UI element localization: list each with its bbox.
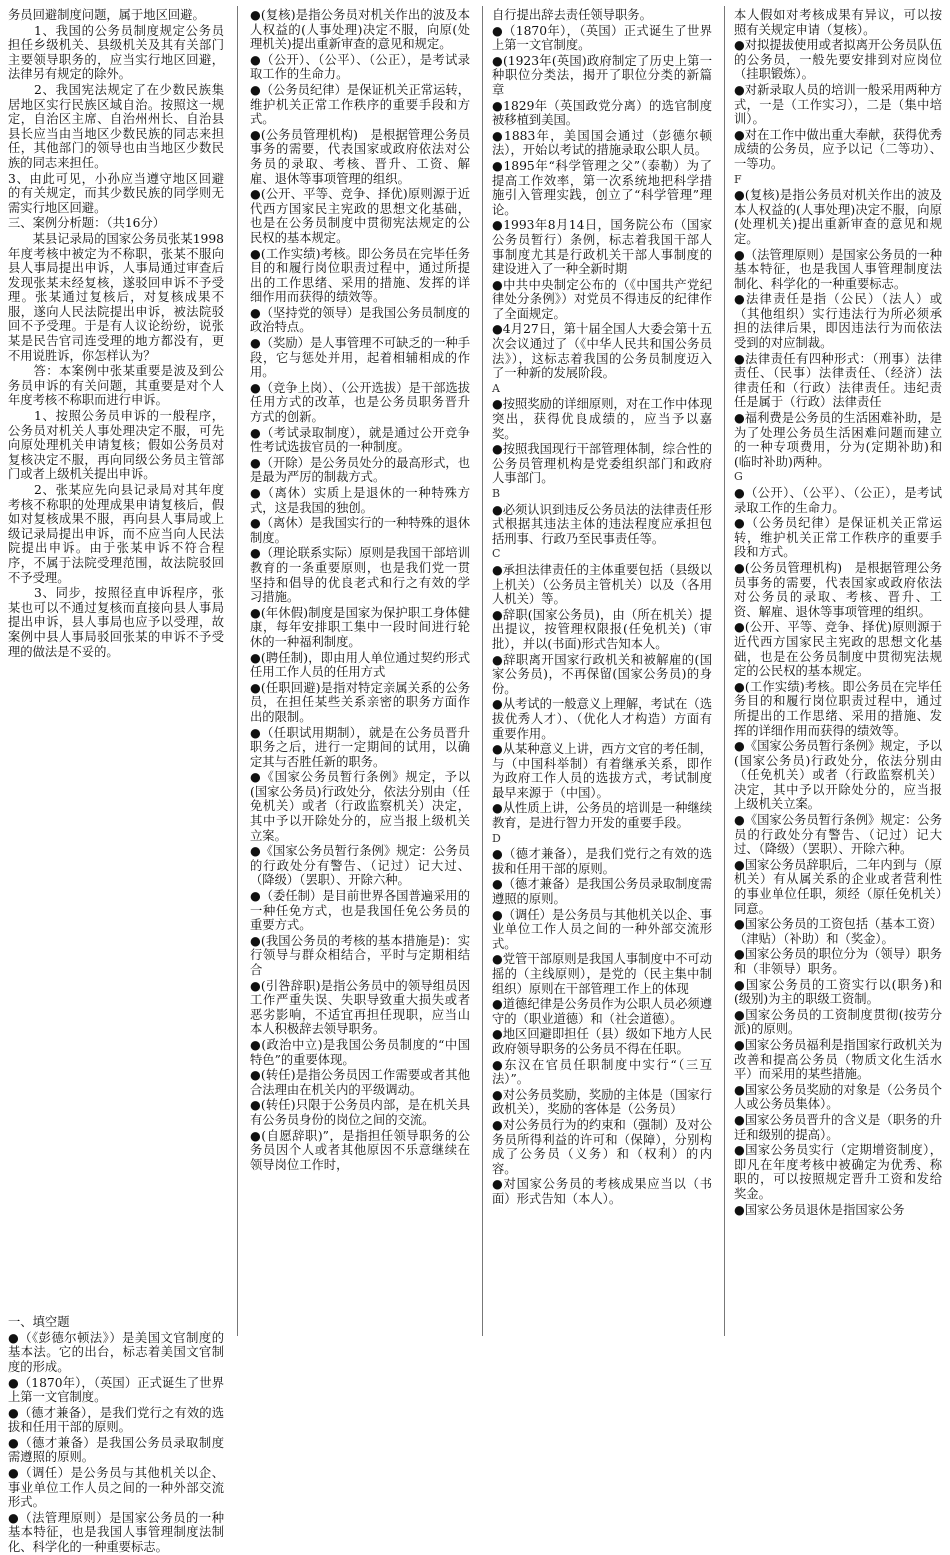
text-paragraph: 1、我国的公务员制度规定公务员担任乡级机关、县级机关及其有关部门主要领导职务的，应当实行地区回避，法律另有规定的除外。 [8, 23, 224, 82]
text-paragraph: ●（公开）、（公平）、（公正），是考试录取工作的生命力。 [250, 52, 470, 82]
text-paragraph: 本人假如对考核成果有异议，可以按照有关规定申请（复核）。 [734, 8, 942, 37]
text-paragraph: ●（开除）是公务员处分的最高形式，也是最为严厉的制裁方式。 [250, 455, 470, 485]
text-paragraph: ●(转任)是指公务员因工作需要或者其他合法理由在机关内的平级调动。 [250, 1068, 470, 1097]
text-paragraph: ●《国家公务员暂行条例》规定，予以(国家公务员)行政处分，依法分别由（任免机关）或者（行政监察机关）决定，其中予以开除处分的，应当报上级机关立案。 [734, 739, 942, 812]
text-paragraph: ●国家公务员退休是指国家公务 [734, 1202, 905, 1217]
section-letter: A [492, 381, 500, 395]
text-paragraph: 2、张某应先向县记录局对其年度考核不称职的处理成果申请复核后，假如对复核成果不服，再向县人事局或上级记录局提出申诉，而不应当向人民法院提出申诉。由于张某申诉不符合程序，不属于法院受理范围，故法院驳回不予受理。 [8, 483, 224, 585]
text-paragraph: ●国家公务员的工资制度贯彻(按劳分派)的原则。 [734, 1007, 942, 1037]
text-paragraph: ●（调任）是公务员与其他机关以企、事业单位工作人员之间的一种外部交流形式。 [492, 907, 712, 951]
text-paragraph: ●按照我国现行干部管理体制，综合性的公务员管理机构是党委组织部门和政府人事部门。 [492, 442, 712, 486]
text-paragraph: ●（坚持党的领导）是我国公务员制度的政治特点。 [250, 305, 470, 335]
text-paragraph: ●(公开、平等、竞争、择优)原则源于近代西方国家民主宪政的思想文化基础，也是在公务员制度中贯彻宪法规定的公民权的基本规定。 [734, 620, 942, 679]
section-letter: G [734, 470, 743, 484]
blank-space [8, 660, 224, 1315]
text-paragraph: ●（1870年），（英国）正式诞生了世界上第一文官制度。 [8, 1375, 224, 1405]
text-paragraph: ●（理论联系实际）原则是我国干部培训教育的一条重要原则，也是我们党一贯坚持和倡导的优良老式和行之有效的学习措施。 [250, 546, 470, 605]
text-paragraph: ●(自愿辞职)”，是指担任领导职务的公务员因个人或者其他原因不乐意继续在领导岗位工作时， [250, 1128, 470, 1172]
text-paragraph: ●对拟提拔使用或者拟离开公务员队伍的公务员，一般先要安排到对应岗位（挂职锻炼）。 [734, 38, 942, 82]
text-paragraph: ●(工作实绩)考核。即公务员在完毕任务目的和履行岗位职责过程中，通过所提出的工作思绪、采用的措施、发挥的详细作用而获得的绩效等。 [250, 246, 470, 305]
text-paragraph: ●《国家公务员暂行条例》规定：公务员的行政处分有警告、（记过）记大过、（降级）（罢职）、开除六种。 [734, 813, 942, 857]
text-paragraph: ●法律责任是指（公民）（法人）或（其他组织）实行违法行为所必须承担的法律后果，即因违法行为而依法受到的对应制裁。 [734, 292, 942, 351]
text-paragraph: ●国家公务员实行（定期增资制度），即凡在年度考核中被确定为优秀、称职的，可以按照规定晋升工资和发给奖金。 [734, 1143, 942, 1201]
text-paragraph: ●（德才兼备）是我国公务员录取制度需遵照的原则。 [492, 877, 712, 907]
text-paragraph: ●（竞争上岗）、（公开选拔）是干部选拔任用方式的改革，也是公务员职务晋升方式的创新。 [250, 380, 470, 425]
text-paragraph: 自行提出辞去责任领导职务。 [492, 8, 652, 22]
text-paragraph: ●1895年“科学管理之父”（泰勒）为了提高工作效率，第一次系统地把科学措施引入管理实践，创立了“科学管理”理论。 [492, 158, 712, 217]
text-paragraph: ●国家公务员奖励的对象是（公务员个人或公务员集体）。 [734, 1082, 942, 1112]
text-paragraph: ●(工作实绩)考核。即公务员在完毕任务目的和履行岗位职责过程中，通过所提出的工作思绪、采用的措施、发挥的详细作用而获得的绩效等。 [734, 679, 942, 738]
text-paragraph: 3、同步，按照径直申诉程序，张某也可以不通过复核而直接向县人事局提出申诉，县人事局也应予以受理，故案例中县人事局驳回张某的申诉不予受理的做法是不妥的。 [8, 586, 224, 659]
text-paragraph: ●（公开）、（公平）、（公正），是考试录取工作的生命力。 [734, 486, 942, 515]
text-paragraph: ●（法管理原则）是国家公务员的一种基本特征，也是我国人事管理制度法制化、科学化的一种重要标志。 [8, 1510, 224, 1555]
text-paragraph: ●必须认识到违反公务员法的法律责任形式根据其违法主体的违法程度应承担包括刑事、行政乃至民事责任等。 [492, 502, 712, 546]
text-paragraph: ●道德纪律是公务员作为公职人员必须遵守的（职业道德）和（社会道德）。 [492, 997, 712, 1026]
text-paragraph: ●（《彭德尔顿法》）是美国文官制度的基本法。它的出台，标志着美国文官制度的形成。 [8, 1330, 224, 1374]
text-paragraph: ●（考试录取制度），就是通过公开竞争性考试选拔官员的一种制度。 [250, 425, 470, 455]
text-paragraph: ●福利费是公务员的生活困难补助，是为了处理公务员生活困难问题而建立的一种专项费用，分为(定期补助)和(临时补助)两种。 [734, 411, 942, 469]
section-letter: D [492, 831, 501, 845]
text-paragraph: ●（离休）实质上是退休的一种特殊方式，这是我国的独创。 [250, 486, 470, 515]
text-paragraph: ●对公务员奖励，奖励的主体是（国家行政机关），奖励的客体是（公务员） [492, 1087, 712, 1117]
text-paragraph: ●《国家公务员暂行条例》规定：公务员的行政处分有警告、（记过）记大过、（降级）（罢职）、开除六种。 [250, 844, 470, 888]
text-paragraph: ●（离休）是我国实行的一种特殊的退休制度。 [250, 516, 470, 545]
text-paragraph: ●(公开、平等、竞争、择优)原则源于近代西方国家民主宪政的思想文化基础，也是在公务员制度中贯彻宪法规定的公民权的基本规定。 [250, 187, 470, 245]
text-paragraph: ●按照奖励的详细原则，对在工作中体现突出，获得优良成绩的，应当予以嘉奖。 [492, 397, 712, 441]
text-paragraph: ●（公务员纪律）是保证机关正常运转，维护机关正常工作秩序的重要手段和方式。 [734, 516, 942, 560]
text-paragraph: 三、案例分析题：（共16分） [8, 216, 166, 231]
text-paragraph: ●(聘任制)，即由用人单位通过契约形式任用工作人员的任用方式 [250, 650, 470, 680]
text-paragraph: ●（委任制）是目前世界各国普遍采用的一种任免方式，也是我国任免公务员的重要方式。 [250, 889, 470, 933]
text-paragraph: ●国家公务员的工资实行以(职务)和(级别)为主的职级工资制。 [734, 977, 942, 1007]
text-paragraph: ●(1923年(英国)政府制定了历史上第一种职位分类法，揭开了职位分类的新篇章 [492, 53, 712, 97]
text-paragraph: ●国家公务员辞职后，二年内到与（原机关）有从属关系的企业或者营利性的事业单位任职，须经（原任免机关）同意。 [734, 857, 942, 916]
text-paragraph: ●（公务员纪律）是保证机关正常运转，维护机关正常工作秩序的重要手段和方式。 [250, 82, 470, 127]
text-paragraph: ●（1870年），（英国）正式诞生了世界上第一文官制度。 [492, 23, 712, 53]
text-paragraph: ●(复核)是指公务员对机关作出的波及本人权益的(人事处理)决定不服，向原(处理机关)提出重新审查的意见和规定。 [250, 8, 470, 52]
text-paragraph: ●(复核)是指公务员对机关作出的波及本人权益的(人事处理)决定不服，向原(处理机关)提出重新审查的意见和规定。 [734, 188, 942, 246]
text-paragraph: ●从考试的一般意义上理解，考试在（选拔优秀人才）、（优化人才构造）方面有重要作用。 [492, 697, 712, 741]
text-paragraph: ●国家公务员福利是指国家行政机关为改善和提高公务员（物质文化生活水平）而采用的某些措施。 [734, 1037, 942, 1082]
column-divider [237, 6, 238, 1336]
text-paragraph: ●1993年8月14日，国务院公布（国家公务员暂行）条例，标志着我国干部人事制度尤其是行政机关干部人事制度的建设进入了一种全新时期 [492, 218, 712, 277]
text-paragraph: ●(引咎辞职)是指公务员中的领导组员因工作严重失误、失职导致重大损失或者恶劣影响，不适宜再担任现职，应当山本人积极辞去领导职务。 [250, 978, 470, 1037]
text-paragraph: ●辞职(国家公务员)，由（所在机关）提出提议，按管理权限报(任免机关)（审批），并以(书面)形式告知本人。 [492, 607, 712, 651]
text-paragraph: 2、我国宪法规定了在少数民族集居地区实行民族区域自治。按照这一规定，自治区主席、自治州州长、自治县县长应当由当地区少数民族的同志来担任，其他部门的领导也由当地区少数民族的同志来担任。 [8, 82, 224, 170]
text-paragraph: ●（奖励）是人事管理不可缺乏的一种手段，它与惩处并用，起着相辅相成的作用。 [250, 336, 470, 380]
text-paragraph: ●《国家公务员暂行条例》规定，予以(国家公务员)行政处分，依法分别由（任免机关）或者（行政监察机关）决定，其中予以开除处分的，应当报上级机关立案。 [250, 770, 470, 843]
text-paragraph: ●地区回避即担任（县）级如下地方人民政府领导职务的公务员不得在任职。 [492, 1027, 712, 1056]
text-paragraph: ●（任职试用期制），就是在公务员晋升职务之后，进行一定期间的试用，以确定其与否胜任新的职务。 [250, 725, 470, 769]
text-paragraph: ●1883年，美国国会通过（彭德尔顿法），开始以考试的措施录取公职人员。 [492, 128, 712, 158]
column-divider [482, 6, 483, 1336]
text-paragraph: ●（德才兼备），是我们党行之有效的选拔和任用干部的原则。 [492, 847, 712, 876]
text-paragraph: 答：本案例中张某重要是波及到公务员申诉的有关问题，其重要是对个人年度考核不称职而进行申诉。 [8, 364, 224, 408]
text-paragraph: ●1829年（英国政党分离）的选官制度被移植到美国。 [492, 98, 712, 128]
text-paragraph: ●国家公务员晋升的含义是（职务的升迁和级别的提高）。 [734, 1112, 942, 1142]
text-paragraph: ●辞职离开国家行政机关和被解雇的(国家公务员)，不再保留(国家公务员)的身份。 [492, 652, 712, 696]
text-paragraph: ●对公务员行为的约束和（强制）及对公务员所得利益的许可和（保障），分别构成了公务员（义务）和（权利）的内容。 [492, 1117, 712, 1176]
text-paragraph: ●(我国公务员的考核的基本措施是)：实行领导与群众相结合，平时与定期相结合 [250, 933, 470, 977]
text-paragraph: ●承担法律责任的主体重要包括（县级以上机关）（公务员主管机关）以及（各用人机关）等。 [492, 562, 712, 607]
column-1 [8, 8, 224, 1555]
text-paragraph: ●国家公务员的职位分为（领导）职务和（非领导）职务。 [734, 947, 942, 976]
text-paragraph: ●（调任）是公务员与其他机关以企、事业单位工作人员之间的一种外部交流形式。 [8, 1466, 224, 1510]
text-paragraph: ●国家公务员的工资包括（基本工资）（津贴）（补助）和（奖金）。 [734, 917, 942, 946]
text-paragraph: ●(公务员管理机构) 是根据管理公务员事务的需要，代表国家或政府依法对公务员的录取、考核、晋升、工资、解雇、退休等事项管理的组织。 [250, 127, 470, 186]
text-paragraph: 某县记录局的国家公务员张某1998年度考核中被定为不称职，张某不服向县人事局提出申诉，人事局通过审查后发现张某未经复核，遂驳回申诉不予受理。张某通过复核后，对复核成果不服，遂向人民法院提出申诉，被法院驳回不予受理。于是有人议论纷纷，说张某是民告官司连受理的地方都没有，更不用说胜诉，你怎样认为？ [8, 231, 224, 363]
text-paragraph: ●对在工作中做出重大奉献，获得优秀成绩的公务员，应予以记（二等功）、一等功。 [734, 127, 942, 171]
text-paragraph: 务员回避制度问题，属于地区回避。 [8, 8, 205, 22]
text-paragraph: ●党管干部原则是我国人事制度中不可动摇的（主线原则），是党的（民主集中制组织）原则在干部管理工作上的体现 [492, 952, 712, 996]
text-paragraph: ●(公务员管理机构) 是根据管理公务员事务的需要，代表国家或政府依法对公务员的录取、考核、晋升、工资、解雇、退休等事项管理的组织。 [734, 560, 942, 619]
text-paragraph: ●（德才兼备），是我们党行之有效的选拔和任用干部的原则。 [8, 1405, 224, 1435]
section-letter: B [492, 487, 501, 500]
column-3 [492, 8, 712, 1334]
section-letter: C [492, 547, 501, 561]
text-paragraph: ●对新录取人员的培训一般采用两种方式，一是（工作实习），二是（集中培训）。 [734, 82, 942, 127]
text-paragraph: ●(政治中立)是我国公务员制度的“中国特色”的重要体现。 [250, 1037, 470, 1067]
text-paragraph: ●4月27日，第十届全国人大委会第十五次会议通过了（《中华人民共和国公务员法》），这标志着我国的公务员制度迈入了一种新的发展阶段。 [492, 322, 712, 381]
text-paragraph: ●对国家公务员的考核成果应当以（书面）形式告知（本人）。 [492, 1177, 712, 1206]
text-paragraph: ●东汉在官员任职制度中实行“（三互法）”。 [492, 1057, 712, 1087]
text-paragraph: ●(任职回避)是指对特定亲属关系的公务员，在担任某些关系亲密的职务方面作出的限制。 [250, 680, 470, 724]
text-paragraph: 1、按照公务员申诉的一般程序，公务员对机关人事处理决定不服，可先向原处理机关申请复核；假如公务员对复核决定不服，再向同级公务员主管部门或者上级机关提出申诉。 [8, 409, 224, 482]
text-paragraph: 3、由此可见，小孙应当遵守地区回避的有关规定，而其少数民族的同学则无需实行地区回避。 [8, 171, 224, 215]
column-4 [734, 8, 942, 1334]
section-letter: F [734, 172, 742, 186]
text-paragraph: ●从某种意义上讲，西方文官的考任制，与（中国科举制）有着继承关系，即作为政府工作人员的选拔方式，考试制度最早来源于（中国）。 [492, 742, 712, 800]
text-paragraph: ●(转任)只限于公务员内部，是在机关具有公务员身份的岗位之间的交流。 [250, 1098, 470, 1127]
column-2 [250, 8, 470, 1334]
text-paragraph: ●从性质上讲，公务员的培训是一种继续教育，是进行智力开发的重要手段。 [492, 801, 712, 831]
text-paragraph: ●（法管理原则）是国家公务员的一种基本特征，也是我国人事管理制度法制化、科学化的一种重要标志。 [734, 247, 942, 291]
text-paragraph: ●中共中央制定公布的（《中国共产党纪律处分条例》）对党员不得违反的纪律作了全面规定。 [492, 277, 712, 321]
text-paragraph: ●(年休假)制度是国家为保护职工身体健康，每年安排职工集中一段时间进行轮休的一种福利制度。 [250, 605, 470, 649]
text-paragraph: 一、填空题 [8, 1315, 70, 1330]
text-paragraph: ●（德才兼备）是我国公务员录取制度需遵照的原则。 [8, 1435, 224, 1465]
column-divider [724, 6, 725, 1336]
text-paragraph: ●法律责任有四种形式：（刑事）法律责任、（民事）法律责任、（经济）法律责任和（行政）法律责任。违纪责任是属于（行政）法律责任 [734, 351, 942, 410]
